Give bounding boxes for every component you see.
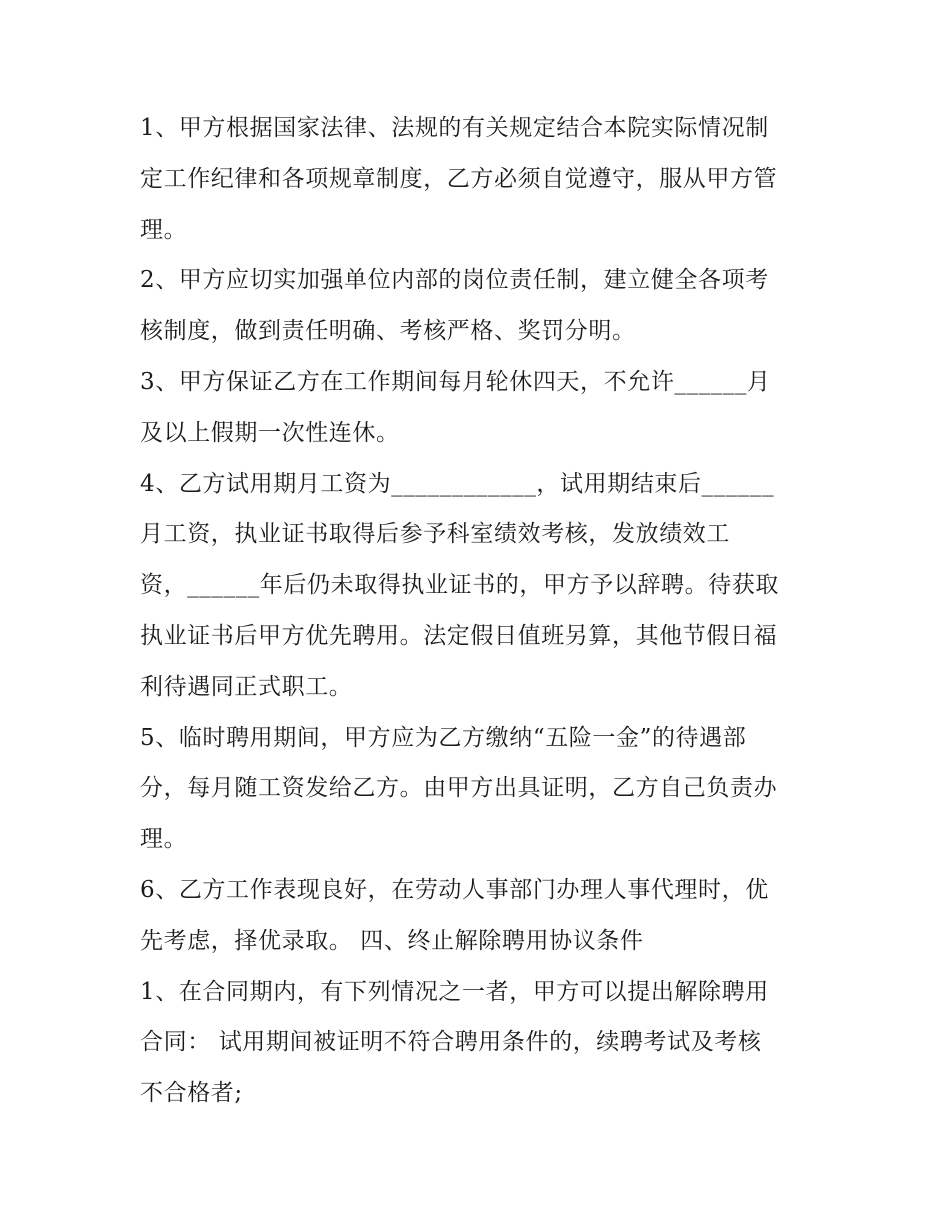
text-line: 资，______年后仍未取得执业证书的，甲方予以辞聘。待获取	[140, 572, 779, 599]
text-line: 及以上假期一次性连休。	[140, 419, 400, 446]
text-line: 利待遇同正式职工。	[140, 673, 353, 700]
text-line: 5、临时聘用期间，甲方应为乙方缴纳“五险一金”的待遇部	[140, 724, 747, 751]
text-line: 不合格者;	[140, 1080, 243, 1107]
text-line: 理。	[140, 826, 188, 853]
document-body	[140, 103, 820, 1119]
text-line: 1、甲方根据国家法律、法规的有关规定结合本院实际情况制	[140, 115, 769, 141]
text-line: 先考虑，择优录取。 四、终止解除聘用协议条件	[140, 927, 644, 954]
text-line: 核制度，做到责任明确、考核严格、奖罚分明。	[140, 318, 636, 345]
text-line: 4、乙方试用期月工资为____________，试用期结束后______	[140, 470, 775, 497]
text-line: 3、甲方保证乙方在工作期间每月轮休四天，不允许______月	[140, 368, 771, 395]
text-line: 1、在合同期内，有下列情况之一者，甲方可以提出解除聘用	[140, 978, 769, 1005]
text-line: 定工作纪律和各项规章制度，乙方必须自觉遵守，服从甲方管	[140, 165, 778, 192]
text-line: 执业证书后甲方优先聘用。法定假日值班另算，其他节假日福	[140, 622, 778, 649]
text-line: 合同： 试用期间被证明不符合聘用条件的，续聘考试及考核	[140, 1029, 762, 1056]
text-line: 6、乙方工作表现良好，在劳动人事部门办理人事代理时，优	[140, 876, 769, 903]
text-line: 月工资，执业证书取得后参予科室绩效考核，发放绩效工	[140, 521, 730, 548]
text-line: 2、甲方应切实加强单位内部的岗位责任制，建立健全各项考	[140, 267, 769, 294]
text-line: 分，每月随工资发给乙方。由甲方出具证明，乙方自己负责办	[140, 775, 778, 802]
text-line: 理。	[140, 216, 188, 243]
